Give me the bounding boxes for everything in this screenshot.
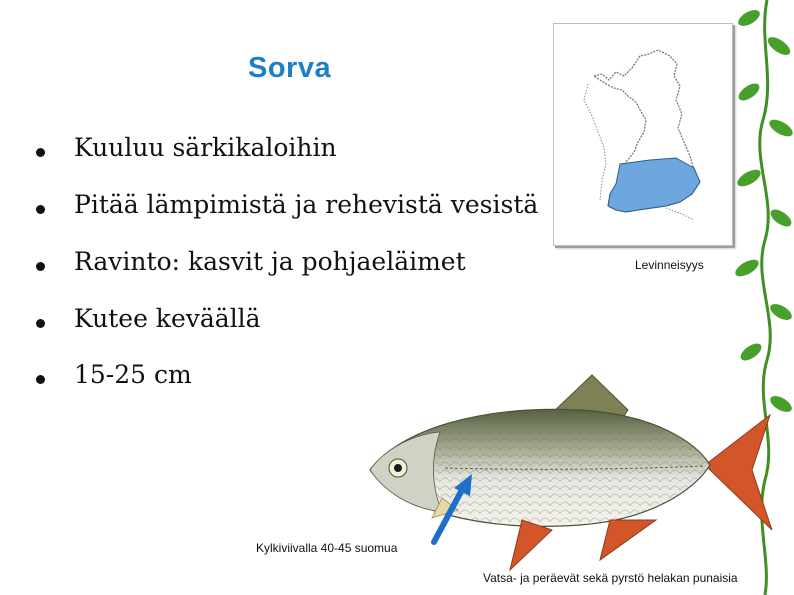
bullet-dot-icon xyxy=(36,148,45,157)
leaf-icon xyxy=(767,116,794,139)
ventral-fin xyxy=(510,520,552,570)
map-caption: Levinneisyys xyxy=(635,258,704,272)
bullet-dot-icon xyxy=(36,262,45,271)
bullet-text: Kuuluu särkikaloihin xyxy=(74,133,337,162)
arrow-shaft xyxy=(434,486,464,542)
tail-fin xyxy=(705,415,772,530)
bullet-text: Kutee keväällä xyxy=(74,304,261,333)
anal-fin xyxy=(600,520,656,560)
bullet-dot-icon xyxy=(36,205,45,214)
leaf-icon xyxy=(736,80,763,104)
pointer-arrow-icon xyxy=(420,470,480,550)
leaf-icon xyxy=(733,256,762,279)
leaf-icon xyxy=(768,206,794,230)
fish-pupil xyxy=(394,464,402,472)
leaf-icon xyxy=(736,7,763,29)
slide-title: Sorva xyxy=(248,52,332,84)
bullet-text: Ravinto: kasvit ja pohjaeläimet xyxy=(74,247,466,276)
bullet-dot-icon xyxy=(36,375,45,384)
leaf-icon xyxy=(768,301,794,323)
fins-caption: Vatsa- ja peräevät sekä pyrstö helakan punaisia xyxy=(483,571,738,585)
leaf-icon xyxy=(738,340,765,364)
bullet-dot-icon xyxy=(36,319,45,328)
bullet-text: Pitää lämpimistä ja rehevistä vesistä xyxy=(74,190,539,219)
distribution-area xyxy=(608,158,700,212)
coastline xyxy=(666,208,694,220)
lateral-line-caption: Kylkiviivalla 40-45 suomua xyxy=(256,541,398,555)
leaf-icon xyxy=(735,166,764,189)
leaf-icon xyxy=(765,34,793,59)
coastline xyxy=(584,84,606,200)
bullet-text: 15-25 cm xyxy=(74,360,192,389)
